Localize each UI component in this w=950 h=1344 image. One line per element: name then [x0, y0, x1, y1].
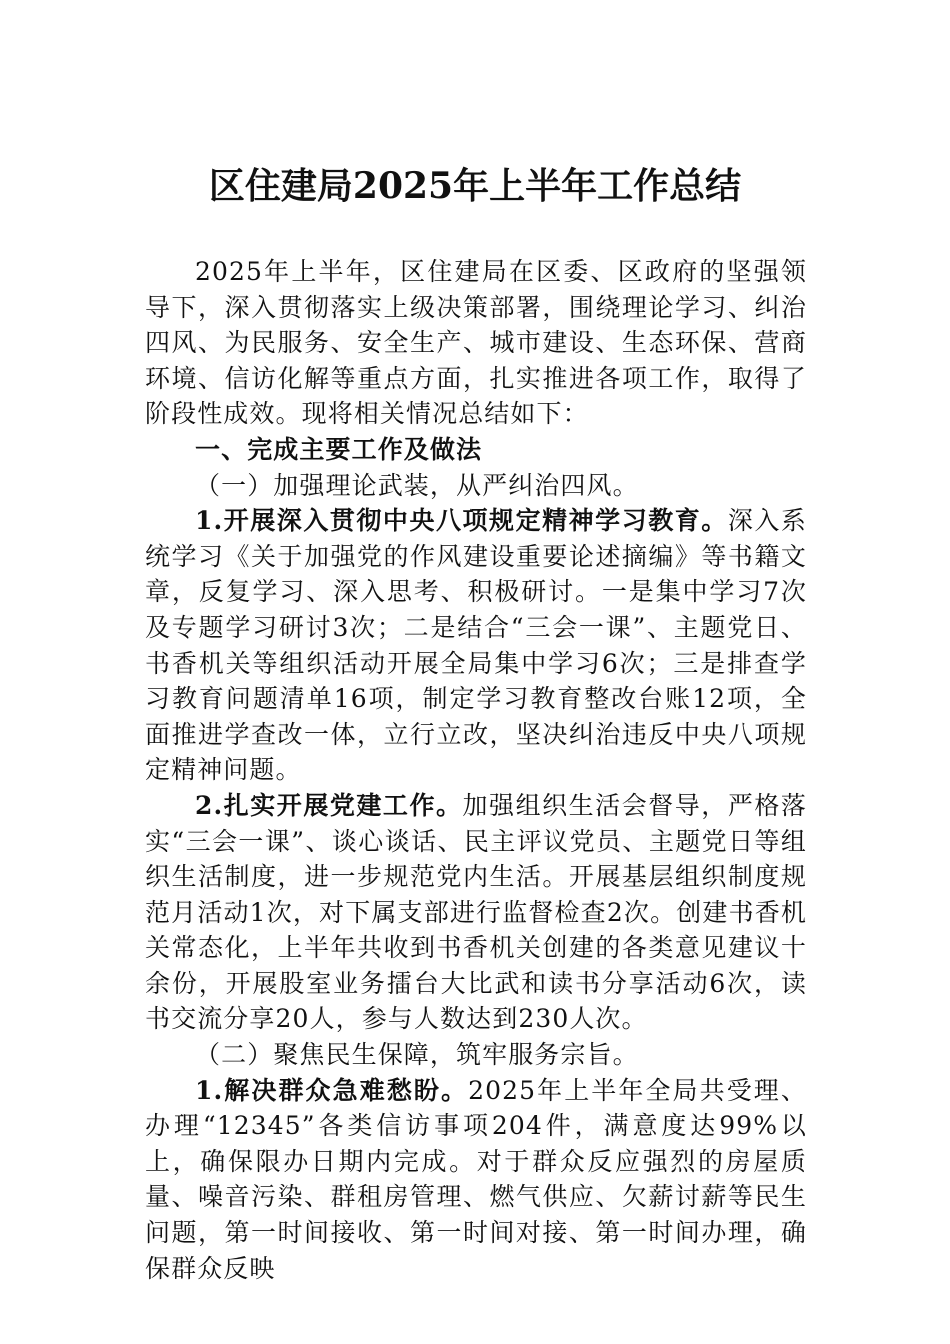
item-text: 深入系统学习《关于加强党的作风建设重要论述摘编》等书籍文章，反复学习、深入思考、积极研讨。一是集中学习7次及专题学习研讨3次；二是结合“三会一课”、主题党日、书香机关等组织活动开展全局集中学习6次；三是排查学习教育问题清单16项，制定学习教育整改台账12项，全面推进学查改一体，立行立改，坚决纠治违反中央八项规定精神问题。	[145, 506, 807, 785]
item-lead: 1.开展深入贯彻中央八项规定精神学习教育。	[195, 506, 728, 536]
section-heading: 一、完成主要工作及做法	[195, 434, 483, 464]
subsection-heading: （一）加强理论武装，从严纠治四风。	[195, 470, 639, 500]
item-paragraph	[145, 1073, 807, 1287]
intro-paragraph: 2025年上半年，区住建局在区委、区政府的坚强领导下，深入贯彻落实上级决策部署，围绕理论学习、纠治四风、为民服务、安全生产、城市建设、生态环保、营商环境、信访化解等重点方面，扎实推进各项工作，取得了阶段性成效。现将相关情况总结如下：	[145, 257, 807, 429]
item-paragraph	[145, 788, 807, 1037]
item-text: 2025年上半年全局共受理、办理“12345”各类信访事项204件，满意度达99%以上，确保限办日期内完成。对于群众反应强烈的房屋质量、噪音污染、群租房管理、燃气供应、欠薪讨薪等民生问题，第一时间接收、第一时间对接、第一时间办理，确保群众反映	[145, 1075, 808, 1283]
document-title: 区住建局2025年上半年工作总结	[208, 165, 742, 207]
item-text: 加强组织生活会督导，严格落实“三会一课”、谈心谈话、民主评议党员、主题党日等组织生活制度，进一步规范党内生活。开展基层组织制度规范月活动1次，对下属支部进行监督检查2次。创建书香机关常态化，上半年共收到书香机关创建的各类意见建议十余份，开展股室业务擂台大比武和读书分享活动6次，读书交流分享20人，参与人数达到230人次。	[145, 790, 807, 1034]
item-paragraph	[145, 503, 807, 788]
subsection-heading: （二）聚焦民生保障，筑牢服务宗旨。	[195, 1040, 639, 1070]
item-lead: 2.扎实开展党建工作。	[195, 790, 463, 820]
item-lead: 1.解决群众急难愁盼。	[195, 1075, 469, 1105]
document-body	[145, 254, 807, 1286]
